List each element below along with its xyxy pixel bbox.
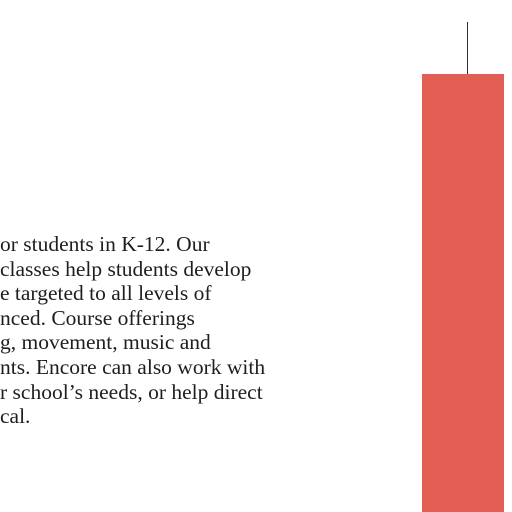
- accent-bar: [422, 74, 504, 512]
- text-line: classes help students develop: [0, 256, 252, 281]
- text-line: nts. Encore can also work with: [0, 354, 266, 379]
- text-line: e targeted to all levels of: [0, 281, 212, 306]
- text-line: cal.: [0, 404, 31, 429]
- text-line: r school’s needs, or help direct: [0, 379, 263, 404]
- text-line: g, movement, music and: [0, 330, 211, 355]
- vertical-rule-line: [467, 22, 468, 74]
- text-line: or students in K-12. Our: [0, 232, 210, 256]
- text-line: nced. Course offerings: [0, 305, 195, 330]
- body-paragraph: [0, 232, 400, 429]
